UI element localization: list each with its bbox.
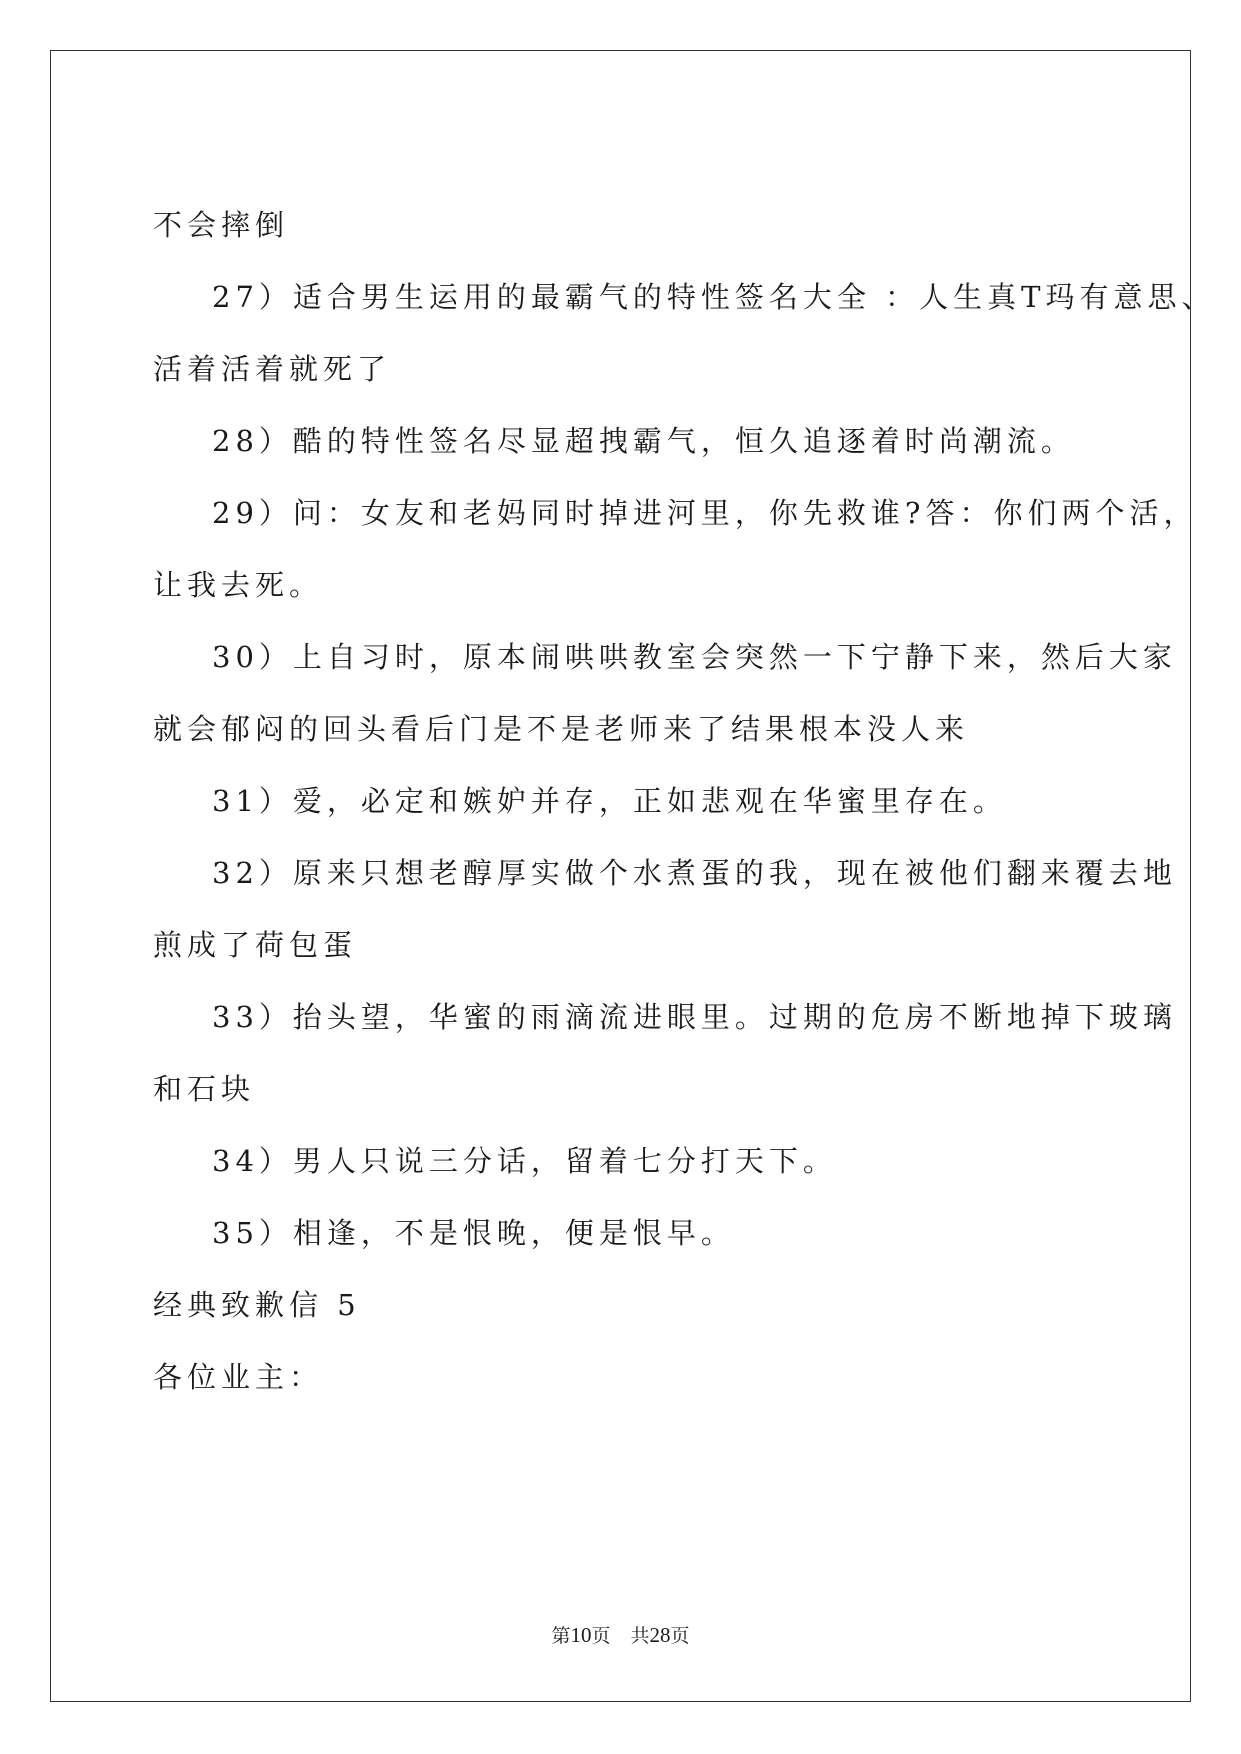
- page-frame: [50, 50, 1216, 1702]
- text-line: 让我去死。: [153, 568, 324, 602]
- text-line: 就会郁闷的回头看后门是不是老师来了结果根本没人来: [153, 712, 970, 746]
- section-heading: 经典致歉信 5: [153, 1288, 361, 1322]
- text-line: 和石块: [153, 1072, 256, 1106]
- list-item-35: 35）相逢，不是恨晚，便是恨早。: [212, 1216, 735, 1250]
- list-item-29: 29）问：女友和老妈同时掉进河里，你先救谁?答：你们两个活，: [212, 496, 1198, 530]
- list-item-34: 34）男人只说三分话，留着七分打天下。: [212, 1144, 837, 1178]
- document-body: [51, 51, 1216, 1701]
- page-footer: [51, 1623, 1190, 1648]
- list-item-30: 30）上自习时，原本闹哄哄教室会突然一下宁静下来，然后大家: [212, 640, 1177, 674]
- page-total: 28: [649, 1623, 671, 1647]
- page-suffix: 页: [591, 1625, 611, 1647]
- list-item-33: 33）抬头望，华蜜的雨滴流进眼里。过期的危房不断地掉下玻璃: [212, 1000, 1177, 1034]
- list-item-31: 31）爱，必定和嫉妒并存，正如悲观在华蜜里存在。: [212, 784, 1007, 818]
- page-current: 10: [570, 1623, 592, 1647]
- total-suffix: 页: [670, 1625, 690, 1647]
- text-line: 不会摔倒: [153, 208, 290, 242]
- list-item-28: 28）酷的特性签名尽显超拽霸气，恒久追逐着时尚潮流。: [212, 424, 1075, 458]
- text-line: 活着活着就死了: [153, 352, 392, 386]
- list-item-32: 32）原来只想老醇厚实做个水煮蛋的我，现在被他们翻来覆去地: [212, 856, 1177, 890]
- text-line: 煎成了荷包蛋: [153, 928, 358, 962]
- salutation: 各位业主：: [153, 1360, 324, 1394]
- page-prefix: 第: [551, 1625, 571, 1647]
- list-item-27: 27）适合男生运用的最霸气的特性签名大全 ：人生真T玛有意思、: [212, 280, 1216, 314]
- total-prefix: 共: [630, 1625, 650, 1647]
